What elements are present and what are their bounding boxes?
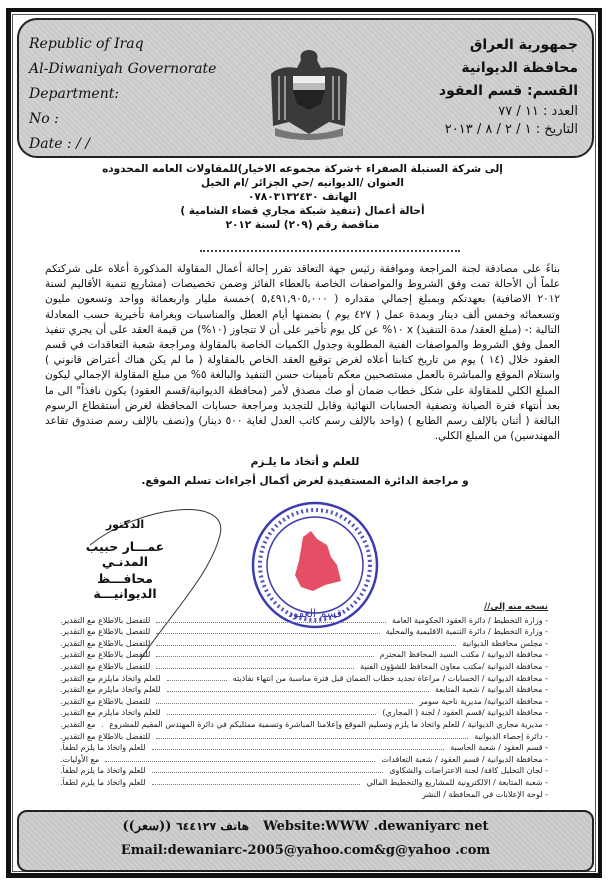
addressee-block	[45, 162, 560, 232]
footer-contact-line	[19, 819, 592, 834]
signatory-role: محافـــظ الديوانيـــة	[93, 571, 157, 601]
recipient: إلى شركة السنبلة الصفراء +شركة مجموعه الاخيار)للمقاولات العامه المحدوده	[102, 163, 503, 175]
footer-phone: هاتف ٦٤٤١٢٧	[175, 820, 250, 833]
separator	[200, 250, 460, 252]
copy-item: - محافظة الديوانية /قسم العقود / لجنة ( المجاري) للعلم واتخاذ مايلزم مع التقدير.	[60, 708, 548, 718]
copy-item: - قسم العقود / شعبة الحاسبة للعلم واتخاذ ما يلزم لطفاً.	[60, 743, 548, 753]
copies-heading: نسخه منه إلى//	[484, 602, 548, 612]
copies-list	[60, 602, 548, 800]
signature-block	[70, 518, 180, 601]
closing-block	[0, 453, 610, 491]
governorate-en: Al-Diwaniyah Governorate	[29, 61, 217, 77]
copy-item: - مجلس محافظة الديوانية للتفضل بالاطلاع مع التقدير.	[60, 638, 548, 648]
governorate-ar: محافظة الديوانية	[461, 60, 578, 76]
number-label: No :	[29, 111, 59, 127]
recipient-phone: الهاتف ٠٧٨٠٣١٣٢٤٣٠	[247, 191, 358, 203]
document-number: العدد : ١١ / ٧٧	[498, 104, 578, 119]
english-letterhead	[29, 32, 216, 157]
copy-item: - وزارة التخطيط / دائرة العقود الحكومية العامة للتفضل بالاطلاع مع التقدير.	[60, 615, 548, 625]
copy-item: - مديرية مجاري الديوانية / للعلم واتخاذ ما يلزم وتسليم الموقع وإعلامنا المباشرة وتسمية ممثليكم في دائرة المهندس المقيم للمشروع مع التقدير.	[60, 719, 548, 729]
footer-website-note: ((سعر))	[122, 819, 172, 834]
svg-text:قسم العقود: قسم العقود	[288, 607, 342, 620]
tender-number: مناقصة رقم (٢٠٩) لسنة ٢٠١٢	[225, 219, 380, 231]
document-date: التاريخ : ١ / ٢ / ٨ / ٢٠١٣	[444, 122, 578, 137]
department-label: Department:	[29, 86, 120, 102]
iraq-eagle-emblem-icon	[259, 44, 359, 144]
copy-item: - محافظة الديوانية / الحسابات / مراعاة تجديد خطاب الضمان قبل فترة مناسبة من انتهاء نفاذيته للعلم واتخاذ مايلزم مع التقدير.	[60, 673, 548, 683]
copy-item: - محافظة الديوانية/ مديرية ناحية سومر للتفضل بالاطلاع مع التقدير.	[60, 696, 548, 706]
copy-item: - وزارة التخطيط / دائرة التنمية الاقليمية والمحلية للتفضل بالاطلاع مع التقدير.	[60, 627, 548, 637]
body-text: بناءً على مصادقة لجنة المراجعة وموافقة رئيس جهة التعاقد تقرر إحالة أعمال المقاولة المذكورة أعلاه على شركتكم علماً أن الأحالة تمت وفق الشروط والمواصفات الخاصة بالعطاء الفائز وضمن تخصيصات (مشاريع تنمية الأقاليم لسنة ٢٠١٢ الاضافية) بعهدتكم وبمبلغ إجمالي مقداره ( ٥,٤٩١,٩٠٥,٠٠٠ )خمسة مليار واربعمائة وواحد وتسعون مليون وتسعمائه وخمس ألف دينار وبمدة عمل ( ٤٢٧ يوم ) بضمنها أيام العطل والمناسبات وبغرامة تأخيرية حسب المعادلة التالية :- (مبلغ العقد/ مدة التنفيذ) x ١٠% عن كل يوم تأخير على أن لا تتجاوز (١٠%) من قيمة العقد على أن يجري تنفيذ العمل وفق الشروط والمواصفات الفنية المطلوبة وجدول الكميات الخاصة بالمقاولة ومراجعة شعبة التعاقدات في قسم العقود خلال (١٤ ) يوم من تاريخ كتابنا أعلاه لغرض توقيع العقد الخاص بالمقاولة ( ما لم يكن هناك أعتراض قانوني ) واستلام الموقع والمباشرة بالعمل مستصحبين معكم تأمينات حسن التنفيذ والبالغة ٥% من مبلغ المقاولة الإجمالي ليكون المبلغ الكلي للمقاولة على شكل خطاب ضمان أو صك مصدق لأمر (محافظة الديوانية/قسم العقود) يكون نافذاً" الى ما بعد أنتهاء فترة الصيانة وتصفية الحسابات النهائية وقابل للتجديد ومراجعة حسابات المحافظة لغرض أستقطاع الرسوم البالغة ( أثنان بالإلف رسم الطابع ) (واحد بالإلف رسم كاتب العدل لغاية ٥٠٠ دينار) و(نصف بالإلف رسم صندوق تقاعد المهندسين) من المبلغ الكلي.	[45, 263, 561, 443]
arabic-letterhead	[439, 34, 578, 139]
department-ar: القسم: قسم العقود	[438, 83, 578, 99]
copy-item: - محافظة الديوانية / قسم العقود / شعبة التعاقدات مع الأوليات.	[60, 754, 548, 764]
copy-item: - محافظة الديوانية / مكتب السيد المحافظ المحترم للتفضل بالاطلاع مع التقدير.	[60, 650, 548, 660]
subject: أحالة أعمال (تنفيذ شبكة مجاري قضاء الشامية )	[180, 205, 425, 217]
copy-item: - لوحة الإعلانات في المحافظة / النشر	[422, 789, 548, 799]
footer-email[interactable]: Email:dewaniarc-2005@yahoo.com&g@yahoo .com	[120, 843, 491, 858]
copy-item: - شعبة المتابعة / الالكترونية للمشاريع والتخطيط المالي للعلم واتخاذ ما يلزم لطفاً.	[60, 777, 548, 787]
country-ar: جمهورية العراق	[469, 37, 578, 53]
letterhead-footer	[17, 810, 594, 872]
letterhead	[17, 18, 594, 158]
copy-item: - لجان التحليل كافة/ لجنة الاعتراضات والشكاوى للعلم واتخاذ ما يلزم لطفاً.	[60, 766, 548, 776]
copy-item: - دائرة إحصاء الديوانية للتفضل بالاطلاع مع التقدير.	[60, 731, 548, 741]
copy-item: - محافظة الديوانية / شعبة المتابعة للعلم واتخاذ مايلزم مع التقدير.	[60, 685, 548, 695]
footer-website[interactable]: Website:WWW .dewaniyarc net	[263, 819, 489, 834]
signatory-title: الدكتور	[105, 518, 145, 531]
country-en: Republic of Iraq	[29, 36, 144, 52]
copy-item: - محافظة الديوانية /مكتب معاون المحافظ للشؤون الفنية للتفضل بالاطلاع مع التقدير.	[60, 661, 548, 671]
date-label: Date : / /	[29, 136, 90, 152]
closing-line-2: و مراجعة الدائرة المستفيدة لغرض أكمال أجراءات تسلم الموقع.	[141, 475, 469, 487]
body-paragraph	[45, 262, 560, 444]
closing-line-1: للعلم و أتخاذ ما يلـزم	[250, 456, 360, 468]
signatory-name: عمـــار حبيب المدنـي	[85, 539, 165, 569]
recipient-address: العنوان /الديوانيه /حي الجزائر /ام الخيل	[201, 177, 404, 189]
